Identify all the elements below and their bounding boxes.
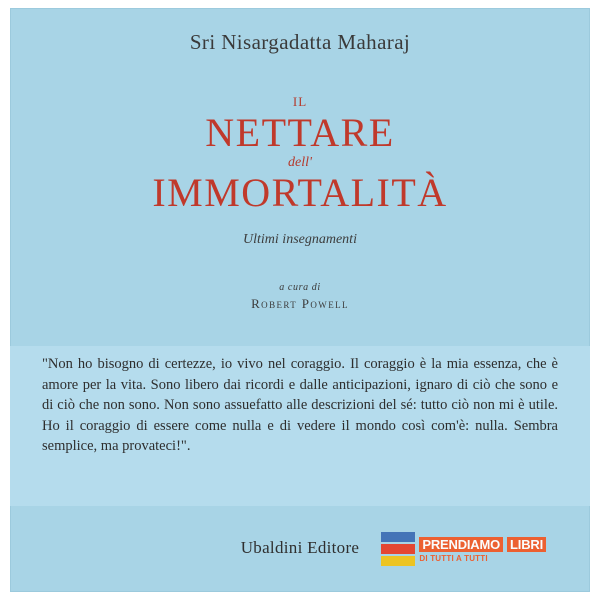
badge-line-2: LIBRI	[507, 537, 546, 552]
title-line-2: IMMORTALITÀ	[152, 170, 448, 215]
title-line-1: NETTARE	[205, 110, 395, 155]
title-article: IL	[292, 94, 308, 109]
editor-label: a cura di	[279, 282, 321, 293]
editor-name: Robert Powell	[251, 296, 349, 311]
publisher-name: Ubaldini Editore	[240, 538, 360, 557]
author-name: Sri Nisargadatta Maharaj	[189, 30, 411, 54]
editor-block	[10, 282, 590, 312]
badge-line-3: DI TUTTI A TUTTI	[419, 553, 488, 563]
cover-quote: "Non ho bisogno di certezze, io vivo nel coraggio. Il coraggio è la mia essenza, che è amore per la vita. Sono libero dai ricordi e dalle anticipazioni, ignaro di ciò che sono e di ciò che non sono. Non sono assuefatto alle descrizioni del sé: tutto ciò non mi è utile. Ho il coraggio di essere come nulla e di vedere il mondo così com'è: nulla. Sembra semplice, ma provateci!".	[42, 356, 558, 455]
title-block	[10, 94, 590, 214]
badge-line-1: PRENDIAMO	[419, 537, 503, 552]
subtitle: Ultimi insegnamenti	[243, 232, 357, 247]
tricolor-bars-icon	[381, 532, 415, 566]
badge-text	[419, 536, 546, 563]
title-connector: dell'	[288, 155, 312, 170]
book-cover	[10, 8, 590, 592]
watermark-badge	[381, 532, 546, 566]
